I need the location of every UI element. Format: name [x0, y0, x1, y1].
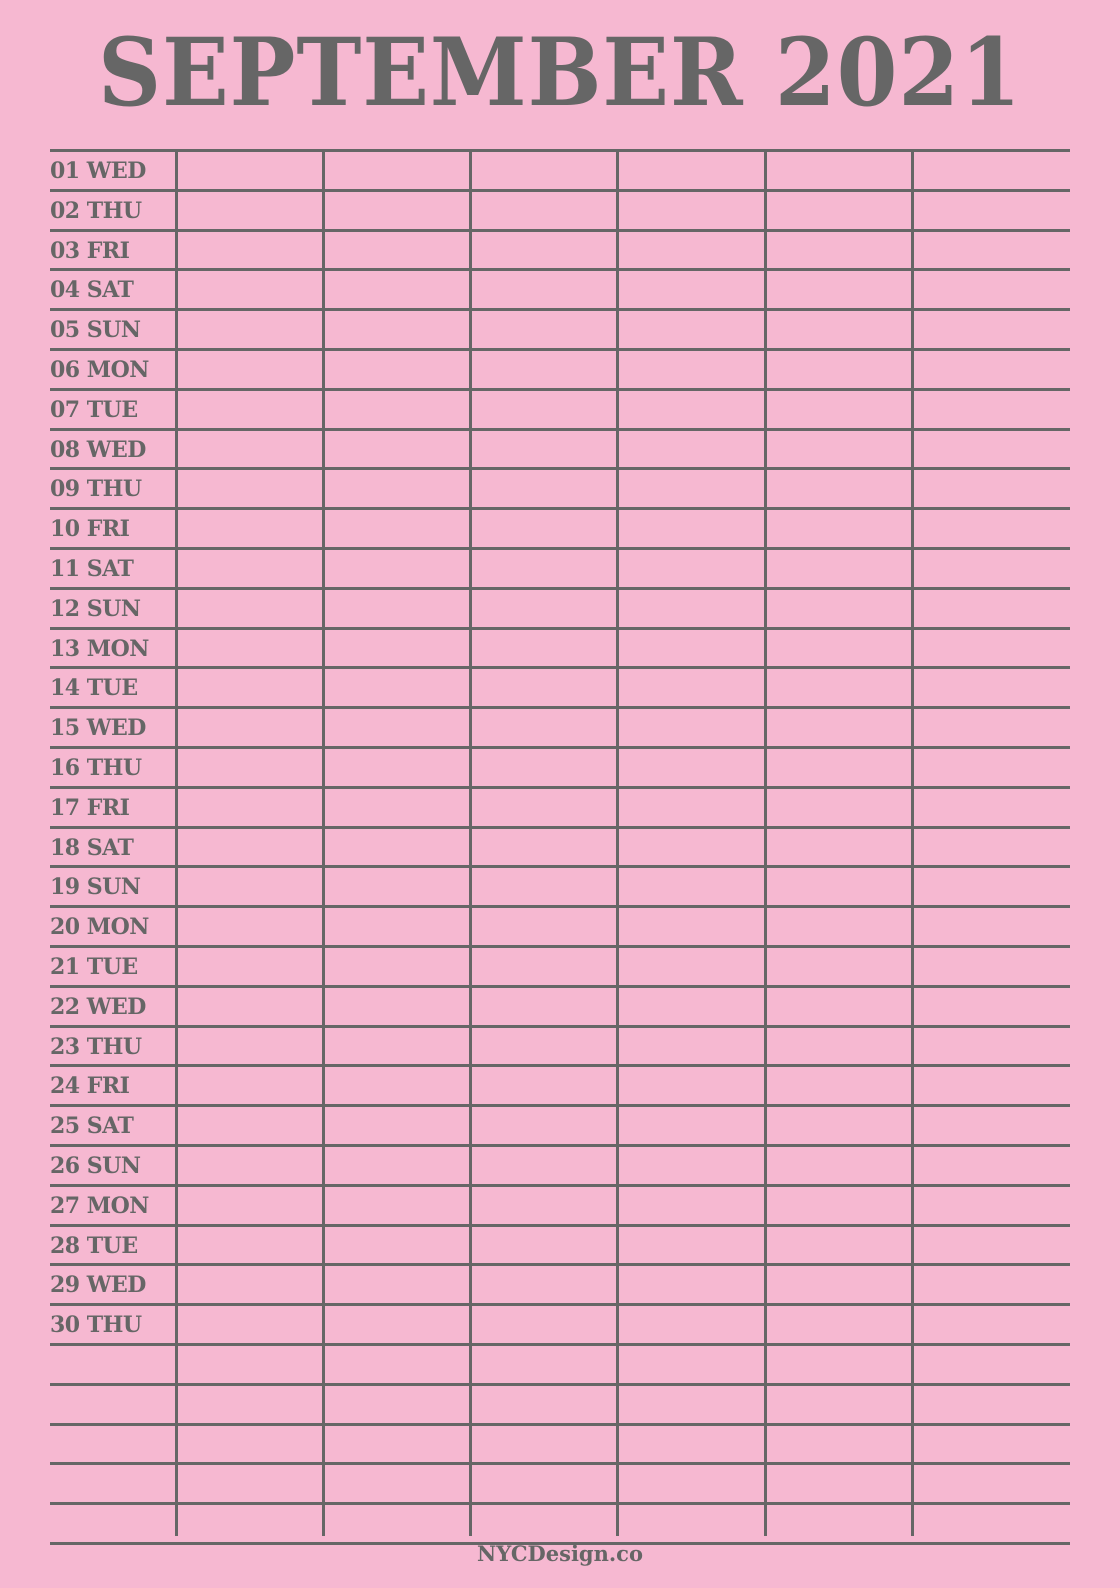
column-divider [911, 152, 914, 1536]
day-label: 27 MON [50, 1193, 149, 1219]
row-divider [50, 905, 1070, 908]
row-divider [50, 308, 1070, 311]
row-divider [50, 746, 1070, 749]
row-divider [50, 1224, 1070, 1227]
day-label: 19 SUN [50, 874, 141, 900]
day-label: 15 WED [50, 715, 146, 741]
row-divider [50, 1263, 1070, 1266]
day-label: 16 THU [50, 755, 142, 781]
row-divider [50, 587, 1070, 590]
page-title: SEPTEMBER 2021 [98, 18, 1022, 128]
column-divider [616, 152, 619, 1536]
row-divider [50, 666, 1070, 669]
column-divider [764, 152, 767, 1536]
day-label: 30 THU [50, 1312, 142, 1338]
row-divider [50, 428, 1070, 431]
row-divider [50, 268, 1070, 271]
day-label: 23 THU [50, 1034, 142, 1060]
column-divider [322, 152, 325, 1536]
day-label: 29 WED [50, 1272, 146, 1298]
row-divider [50, 1184, 1070, 1187]
day-label: 12 SUN [50, 596, 141, 622]
row-divider [50, 189, 1070, 192]
row-divider [50, 706, 1070, 709]
row-divider [50, 1383, 1070, 1386]
day-label: 09 THU [50, 476, 142, 502]
day-label: 05 SUN [50, 317, 141, 343]
row-divider [50, 826, 1070, 829]
day-label: 07 TUE [50, 397, 138, 423]
day-label: 10 FRI [50, 516, 130, 542]
day-label: 17 FRI [50, 795, 130, 821]
row-divider [50, 1462, 1070, 1465]
day-label: 25 SAT [50, 1113, 134, 1139]
row-divider [50, 1104, 1070, 1107]
day-label: 22 WED [50, 994, 146, 1020]
day-label: 02 THU [50, 198, 142, 224]
row-divider [50, 388, 1070, 391]
row-divider [50, 149, 1070, 152]
row-divider [50, 1303, 1070, 1306]
day-label: 24 FRI [50, 1073, 130, 1099]
footer-credit: NYCDesign.co [477, 1541, 643, 1566]
day-label: 01 WED [50, 158, 146, 184]
row-divider [50, 1423, 1070, 1426]
day-label: 20 MON [50, 914, 149, 940]
day-label: 18 SAT [50, 835, 134, 861]
day-label: 08 WED [50, 437, 146, 463]
day-label: 13 MON [50, 636, 149, 662]
row-divider [50, 1502, 1070, 1505]
day-label: 26 SUN [50, 1153, 141, 1179]
column-divider [469, 152, 472, 1536]
row-divider [50, 627, 1070, 630]
row-divider [50, 467, 1070, 470]
row-divider [50, 865, 1070, 868]
day-label: 11 SAT [50, 556, 134, 582]
row-divider [50, 348, 1070, 351]
day-label: 04 SAT [50, 277, 134, 303]
row-divider [50, 1144, 1070, 1147]
day-label: 03 FRI [50, 238, 130, 264]
row-divider [50, 547, 1070, 550]
row-divider [50, 945, 1070, 948]
row-divider [50, 1343, 1070, 1346]
day-label: 28 TUE [50, 1233, 138, 1259]
row-divider [50, 786, 1070, 789]
row-divider [50, 985, 1070, 988]
day-label: 06 MON [50, 357, 149, 383]
row-divider [50, 229, 1070, 232]
day-label: 14 TUE [50, 675, 138, 701]
row-divider [50, 1064, 1070, 1067]
row-divider [50, 507, 1070, 510]
row-divider [50, 1025, 1070, 1028]
day-label: 21 TUE [50, 954, 138, 980]
